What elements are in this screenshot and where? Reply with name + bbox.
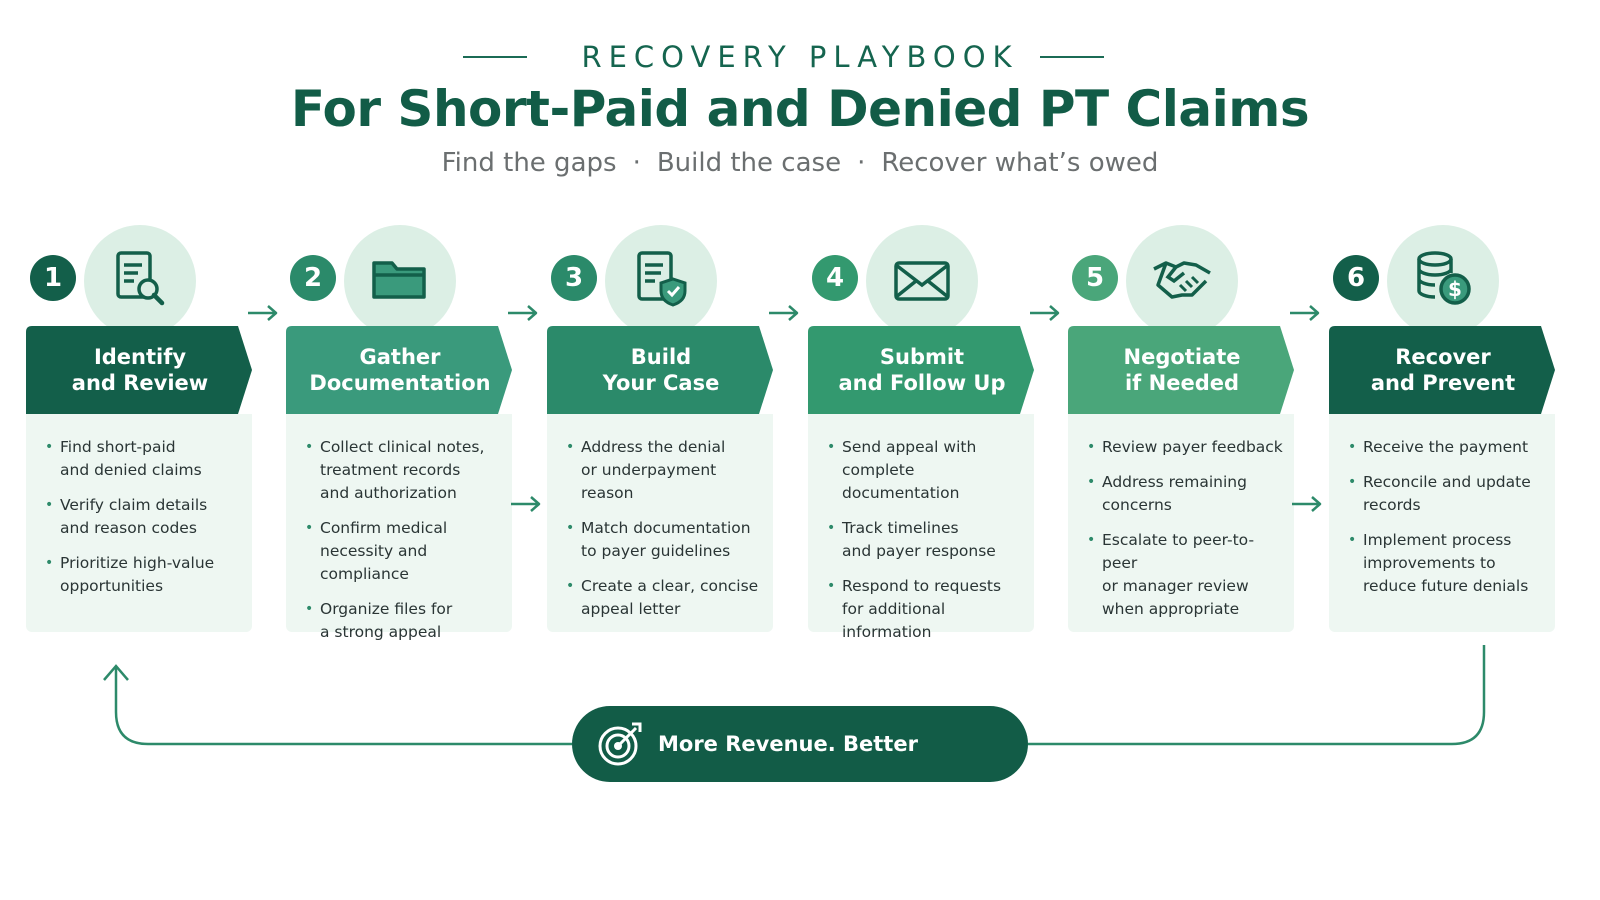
step-bullet: • Implement process improvements to reduce future denials xyxy=(1363,529,1545,598)
document-search-icon xyxy=(108,247,172,311)
step-icon-circle xyxy=(84,225,196,337)
coins-dollar-icon xyxy=(1411,247,1475,311)
step-bullet: • Address the denial or underpayment reason xyxy=(581,436,763,505)
step-number-badge: 5 xyxy=(1072,255,1118,301)
handshake-icon xyxy=(1150,247,1214,311)
step-banner xyxy=(26,326,286,414)
step-2 xyxy=(286,225,546,645)
step-bullet: • Find short-paid and denied claims xyxy=(60,436,242,482)
document-shield-icon xyxy=(629,247,693,311)
flow-arrow-icon xyxy=(509,494,543,514)
step-number-badge: 4 xyxy=(812,255,858,301)
eyebrow: RECOVERY PLAYBOOK xyxy=(581,40,1019,74)
step-card xyxy=(26,414,252,632)
step-banner xyxy=(1068,326,1328,414)
subtitle-item: Find the gaps xyxy=(441,148,617,178)
step-4 xyxy=(808,225,1068,645)
step-bullet: • Create a clear, concise appeal letter xyxy=(581,575,763,621)
step-banner xyxy=(286,326,546,414)
flow-arrow-icon xyxy=(246,303,280,323)
subtitle-separator: · xyxy=(632,148,641,178)
step-banner xyxy=(1329,326,1589,414)
step-bullet: • Address remaining concerns xyxy=(1102,471,1284,517)
step-icon-circle xyxy=(1387,225,1499,337)
step-bullet: • Verify claim details and reason codes xyxy=(60,494,242,540)
flow-arrow-icon xyxy=(506,303,540,323)
subtitle xyxy=(0,148,1600,178)
envelope-icon xyxy=(890,247,954,311)
step-title: Gather Documentation xyxy=(309,345,491,395)
step-number-badge: 1 xyxy=(30,255,76,301)
subtitle-item: Recover what’s owed xyxy=(881,148,1159,178)
tagline-text: More Revenue. Better Outcomes. xyxy=(658,732,918,832)
step-bullet: • Receive the payment xyxy=(1363,436,1545,459)
step-banner xyxy=(808,326,1068,414)
step-bullet: • Confirm medical necessity and compliance xyxy=(320,517,502,586)
step-bullet: • Collect clinical notes, treatment records and authorization xyxy=(320,436,502,505)
step-bullet: • Send appeal with complete documentation xyxy=(842,436,1024,505)
loop-arrowhead xyxy=(104,666,128,680)
step-title: Identify and Review xyxy=(71,345,209,395)
flow-arrow-icon xyxy=(767,303,801,323)
step-6 xyxy=(1329,225,1589,645)
step-1 xyxy=(26,225,286,645)
step-icon-circle xyxy=(1126,225,1238,337)
subtitle-separator: · xyxy=(857,148,866,178)
step-3 xyxy=(547,225,807,645)
step-banner xyxy=(547,326,807,414)
step-number-badge: 6 xyxy=(1333,255,1379,301)
folder-icon xyxy=(368,247,432,311)
step-bullet: • Match documentation to payer guidelines xyxy=(581,517,763,563)
flow-arrow-icon xyxy=(1288,303,1322,323)
flow-arrow-icon xyxy=(1028,303,1062,323)
step-icon-circle xyxy=(605,225,717,337)
target-arrow-icon xyxy=(594,718,646,770)
loop-line xyxy=(116,668,572,744)
step-card xyxy=(547,414,773,632)
step-title: Recover and Prevent xyxy=(1370,345,1516,395)
step-bullet: • Respond to requests for additional information xyxy=(842,575,1024,644)
step-number-badge: 2 xyxy=(290,255,336,301)
step-title: Submit and Follow Up xyxy=(838,345,1006,395)
step-title: Build Your Case xyxy=(602,345,720,395)
subtitle-item: Build the case xyxy=(656,148,842,178)
step-card xyxy=(1068,414,1294,632)
step-bullet: • Organize files for a strong appeal xyxy=(320,598,502,644)
step-5 xyxy=(1068,225,1328,645)
step-card xyxy=(1329,414,1555,632)
step-card xyxy=(286,414,512,641)
tagline-pill xyxy=(572,706,1028,832)
step-title: Negotiate if Needed xyxy=(1123,345,1241,395)
step-bullet: • Track timelines and payer response xyxy=(842,517,1024,563)
step-bullet: • Escalate to peer-to-peer or manager review when appropriate xyxy=(1102,529,1284,621)
step-bullet: • Review payer feedback xyxy=(1102,436,1284,459)
flow-arrow-icon xyxy=(1290,494,1324,514)
step-number-badge: 3 xyxy=(551,255,597,301)
step-icon-circle xyxy=(344,225,456,337)
step-bullet: • Reconcile and update records xyxy=(1363,471,1545,517)
step-bullet: • Prioritize high-value opportunities xyxy=(60,552,242,598)
svg-text:$: $ xyxy=(1448,277,1462,301)
step-card xyxy=(808,414,1034,641)
loop-line xyxy=(1028,645,1484,744)
page-title: For Short-Paid and Denied PT Claims xyxy=(290,80,1310,138)
step-icon-circle xyxy=(866,225,978,337)
